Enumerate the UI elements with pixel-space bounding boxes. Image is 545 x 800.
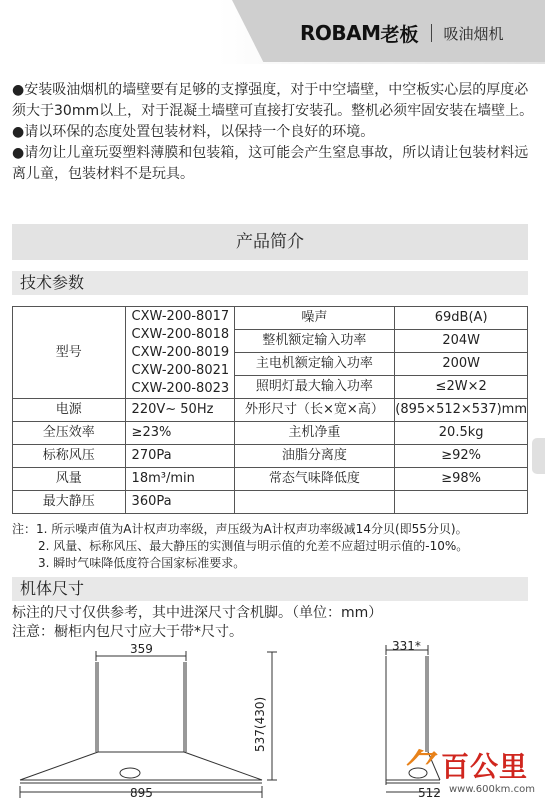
safety-note: ●请勿让儿童玩耍塑料薄膜和包装箱，这可能会产生窒息事故，所以请让包装材料远离儿童，包装材料不是玩具。 (12, 145, 529, 182)
table-row (13, 399, 528, 422)
spec-label: 照明灯最大输入功率 (234, 376, 395, 399)
table-note: 2. 风量、标称风压、最大静压的实测值与明示值的允差不应超过明示值的-10%。 (38, 539, 469, 553)
dimensions-title: 机体尺寸 (20, 579, 85, 598)
table-note: 注：1. 所示噪声值为A计权声功率级，声压级为A计权声功率级减14分贝(即55分贝)。 (12, 522, 468, 536)
spec-label: 常态气味降低度 (234, 468, 395, 491)
watermark-brand: 百公里 (441, 750, 529, 783)
dimension-note: 注意：橱柜内包尺寸应大于带*尺寸。 (12, 624, 243, 640)
table-note: 3. 瞬时气味降低度符合国家标准要求。 (38, 556, 246, 570)
front-height-label: 537(430) (253, 696, 267, 752)
model-label: 型号 (13, 307, 126, 399)
spec-value: 18m³/min (125, 468, 234, 491)
spec-value: ≤2W×2 (395, 376, 528, 399)
spec-value: ≥23% (125, 422, 234, 445)
spec-table (12, 306, 528, 514)
page-header (0, 0, 545, 64)
watermark-logo-icon: ⺈ (405, 747, 442, 788)
model-item: CXW-200-8018 (131, 326, 230, 342)
side-top-depth-label: 331* (392, 640, 421, 653)
spec-value: 270Pa (125, 445, 234, 468)
brand-logo-cn: 老板 (380, 23, 419, 46)
header-product: 吸油烟机 (443, 24, 504, 43)
spec-value: ≥92% (395, 445, 528, 468)
spec-value: 200W (395, 353, 528, 376)
spec-label: 标称风压 (13, 445, 126, 468)
spec-label: 主机净重 (234, 422, 395, 445)
table-row (13, 422, 528, 445)
safety-note: ●安装吸油烟机的墙壁要有足够的支撑强度，对于中空墙壁，中空板实心层的厚度必须大于30mm以上，对于混凝土墙壁可直接打安装孔。整机必须牢固安装在墙壁上。 (12, 82, 534, 119)
side-scroll-tab[interactable] (532, 438, 545, 474)
tech-params-bar (12, 271, 528, 295)
table-row (13, 468, 528, 491)
spec-value: 220V~ 50Hz (125, 399, 234, 422)
model-item: CXW-200-8021 (131, 362, 230, 378)
dimensions-bar (12, 577, 528, 601)
model-item: CXW-200-8017 (131, 308, 230, 324)
spec-value: ≥98% (395, 468, 528, 491)
spec-label: 最大静压 (13, 491, 126, 514)
spec-value: 20.5kg (395, 422, 528, 445)
brand-logo: ROBAM (300, 21, 381, 45)
section-bar (12, 224, 528, 260)
spec-value: 69dB(A) (395, 307, 528, 330)
spec-label: 整机额定输入功率 (234, 330, 395, 353)
model-item: CXW-200-8019 (131, 344, 230, 360)
spec-value: 204W (395, 330, 528, 353)
watermark (405, 748, 545, 800)
table-row (13, 307, 528, 330)
front-bottom-width-label: 895 (130, 786, 153, 800)
side-bottom-depth-label: 512 (418, 786, 441, 800)
front-view-drawing (20, 651, 277, 798)
spec-label: 主电机额定输入功率 (234, 353, 395, 376)
spec-label: 油脂分离度 (234, 445, 395, 468)
safety-note: ●请以环保的态度处置包装材料，以保持一个良好的环境。 (12, 124, 375, 140)
spec-value (395, 491, 528, 514)
model-item: CXW-200-8023 (131, 380, 230, 396)
table-notes (12, 521, 537, 572)
spec-label: 外形尺寸（长×宽×高） (234, 399, 395, 422)
spec-label (234, 491, 395, 514)
spec-label: 风量 (13, 468, 126, 491)
spec-value: (895×512×537)mm (395, 399, 528, 422)
model-list-cell (125, 307, 234, 399)
front-top-width-label: 359 (130, 642, 153, 656)
spec-label: 噪声 (234, 307, 395, 330)
dimension-note: 标注的尺寸仅供参考，其中进深尺寸含机脚。（单位：mm） (12, 605, 383, 621)
spec-value: 360Pa (125, 491, 234, 514)
header-separator (431, 24, 432, 42)
spec-label: 电源 (13, 399, 126, 422)
spec-label: 全压效率 (13, 422, 126, 445)
tech-params-title: 技术参数 (20, 273, 85, 292)
safety-notes (12, 80, 534, 185)
table-row (13, 491, 528, 514)
table-row (13, 445, 528, 468)
header-brand-group (300, 17, 540, 49)
watermark-url: www.600km.com (449, 784, 535, 795)
dimension-notes (12, 604, 537, 642)
section-title: 产品简介 (236, 232, 304, 252)
